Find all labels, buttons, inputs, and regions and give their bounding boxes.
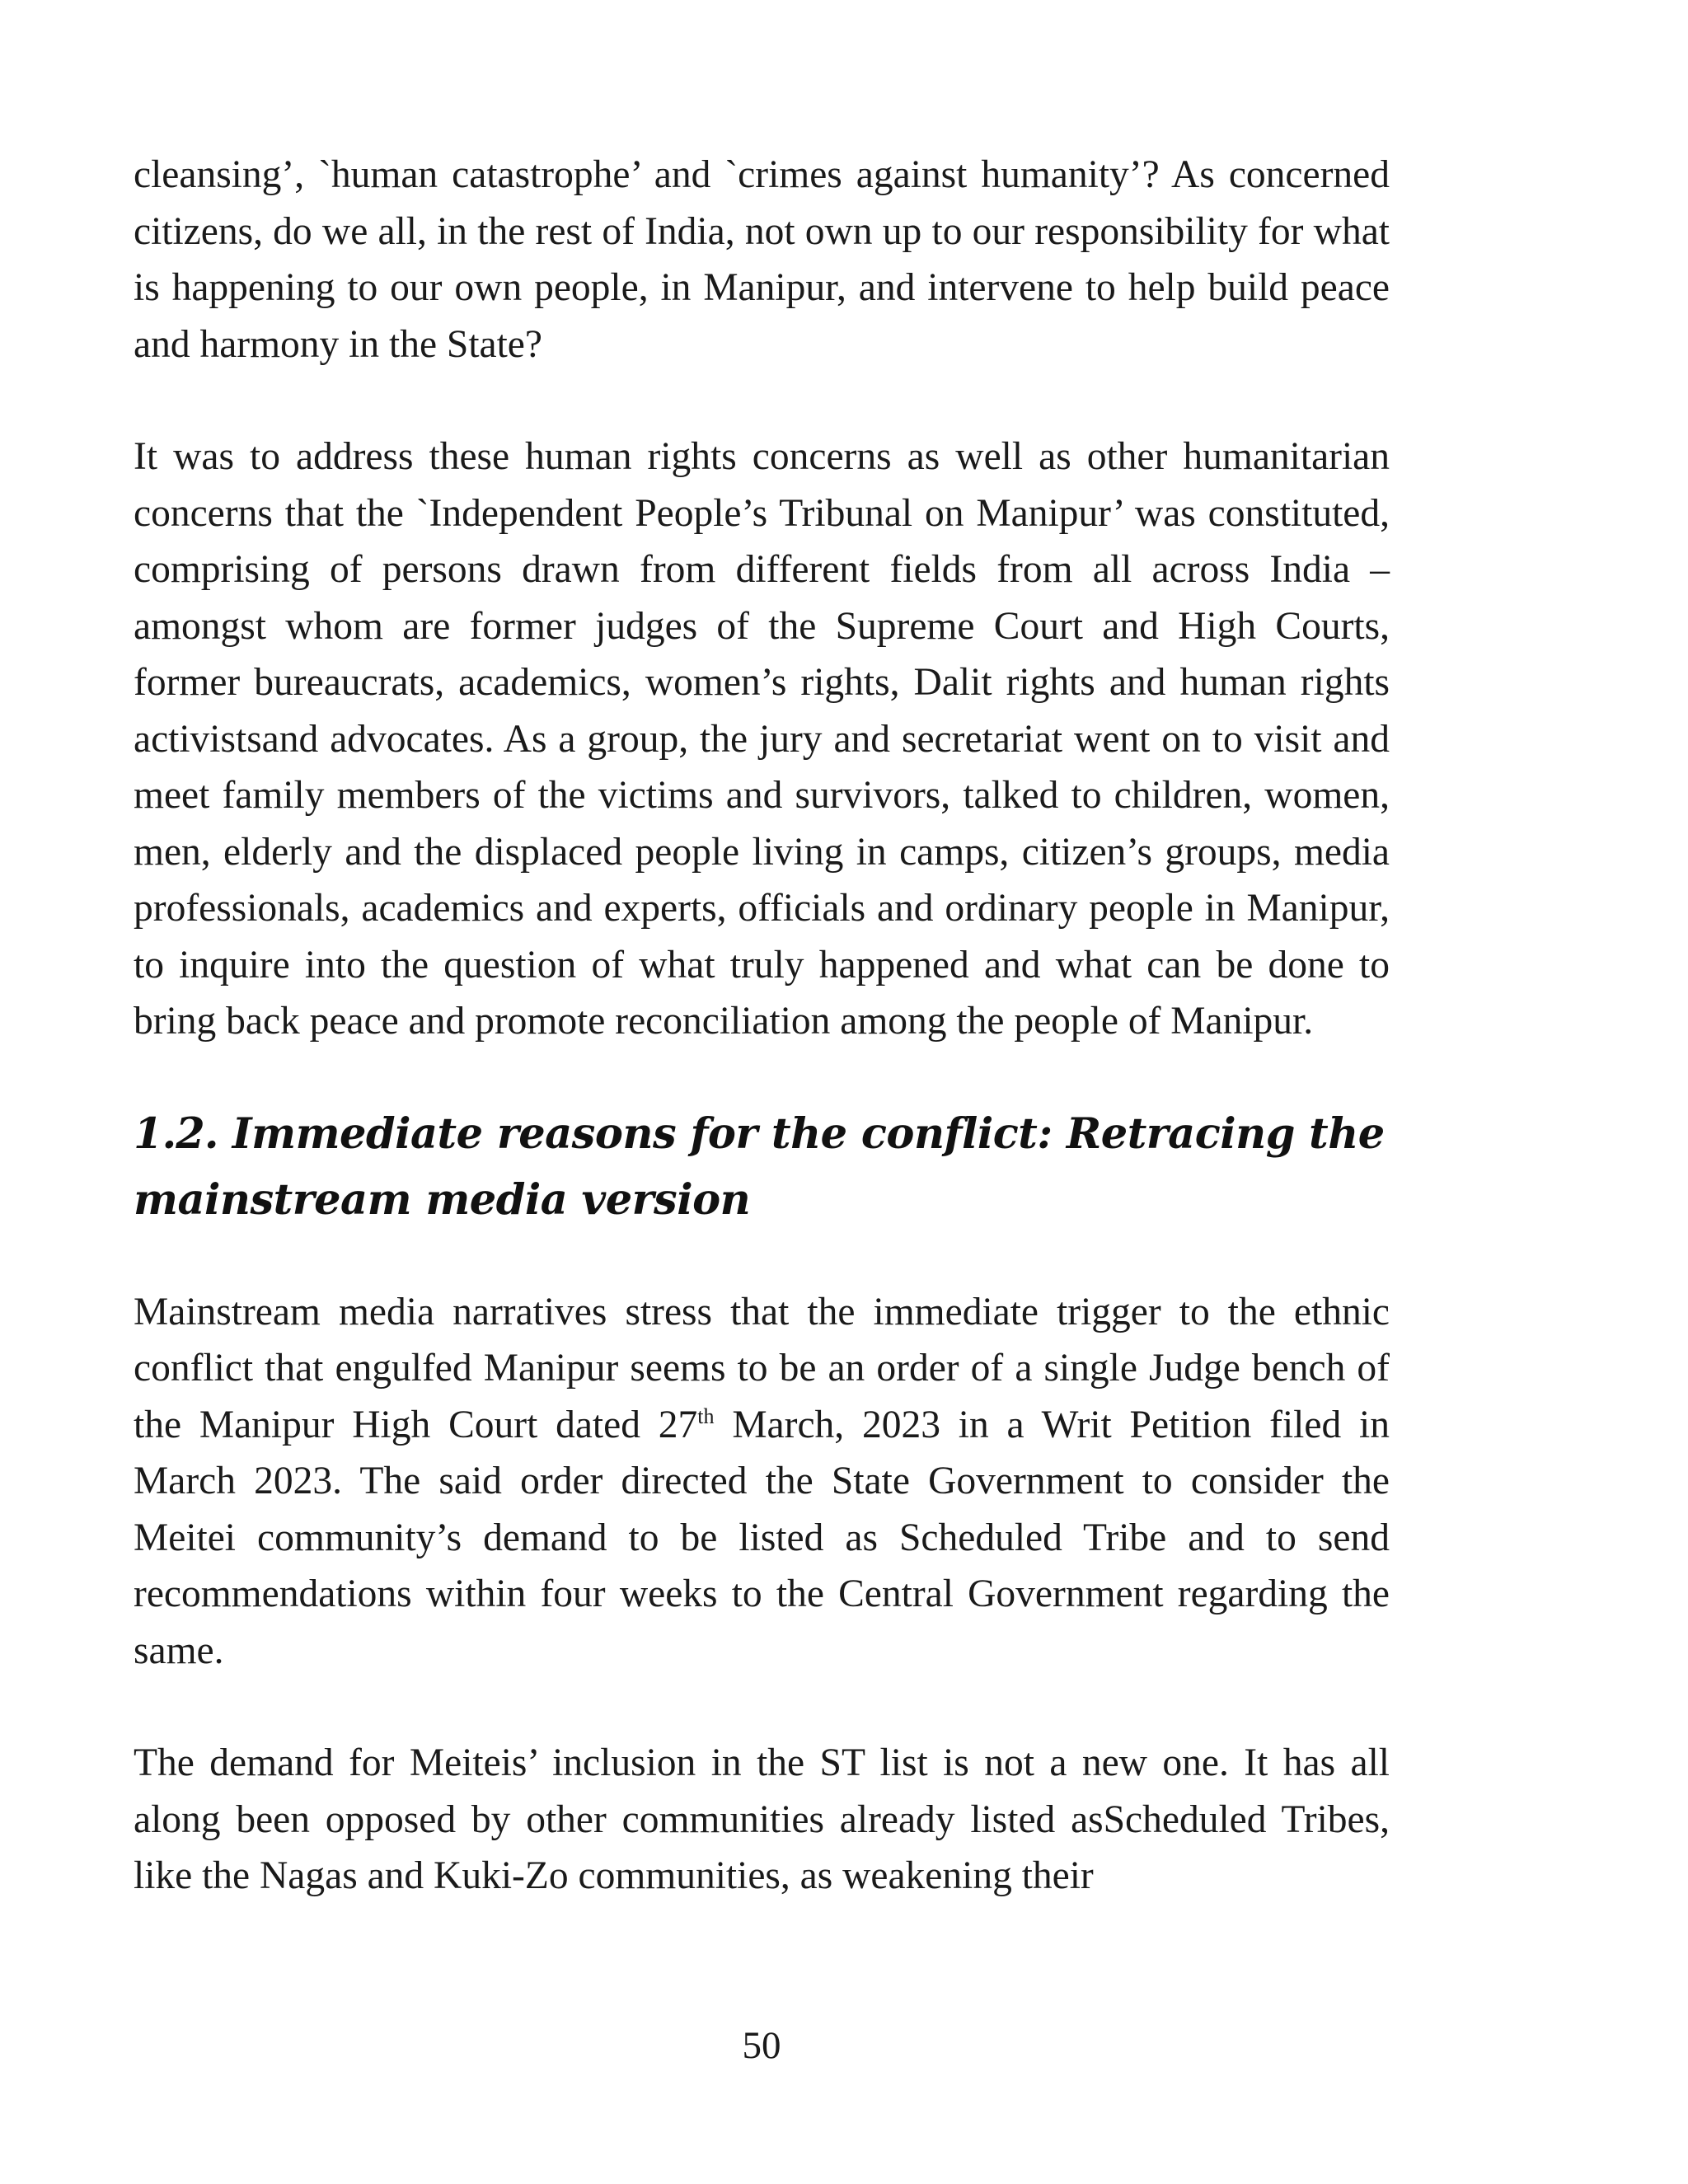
paragraph-intro-question: cleansing’, `human catastrophe’ and `crimes against humanity’? As concerned citizens, do we all, in the rest of India, not own up to our responsibility for what is happening to our own people, in Manipur, and intervene to help build peace and harmony in the State? xyxy=(134,153,1390,366)
ordinal-superscript: th xyxy=(697,1404,715,1428)
section-number: 1.2. xyxy=(134,1108,218,1159)
document-page xyxy=(134,147,1390,1905)
section-title: Immediate reasons for the conflict: Retracing the mainstream media version xyxy=(134,1108,1385,1225)
paragraph-media-narratives xyxy=(134,1284,1390,1680)
section-heading xyxy=(134,1101,1390,1233)
paragraph-tribunal-constitution: It was to address these human rights concerns as well as other humanitarian concerns that the `Independent People’s Tribunal on Manipur’ was constituted, comprising of persons drawn from different fields from all across India – amongst whom are former judges of the Supreme Court and High Courts, former bureaucrats, academics, women’s rights, Dalit rights and human rights activistsand advocates. As a group, the jury and secretariat went on to visit and meet family members of the victims and survivors, talked to children, women, men, elderly and the displaced people living in camps, citizen’s groups, media professionals, academics and experts, officials and ordinary people in Manipur, to inquire into the question of what truly happened and what can be done to bring back peace and promote reconciliation among the people of Manipur. xyxy=(134,435,1390,1043)
paragraph-media-narratives-part1: Mainstream media narratives stress that the immediate trigger to the ethnic conflict that engulfed Manipur seems to be an order of a single Judge bench of the Manipur High Court dated 27 xyxy=(134,1290,1390,1446)
paragraph-st-demand: The demand for Meiteis’ inclusion in the ST list is not a new one. It has all along been opposed by other communities already listed asScheduled Tribes, like the Nagas and Kuki-Zo communities, as weakening their xyxy=(134,1741,1390,1897)
paragraph-media-narratives-part2: March, 2023 in a Writ Petition filed in March 2023. The said order directed the State Government to consider the Meitei community’s demand to be listed as Scheduled Tribe and to send recommendations within four weeks to the Central Government regarding the same. xyxy=(134,1403,1390,1672)
page-number: 50 xyxy=(742,2024,781,2067)
